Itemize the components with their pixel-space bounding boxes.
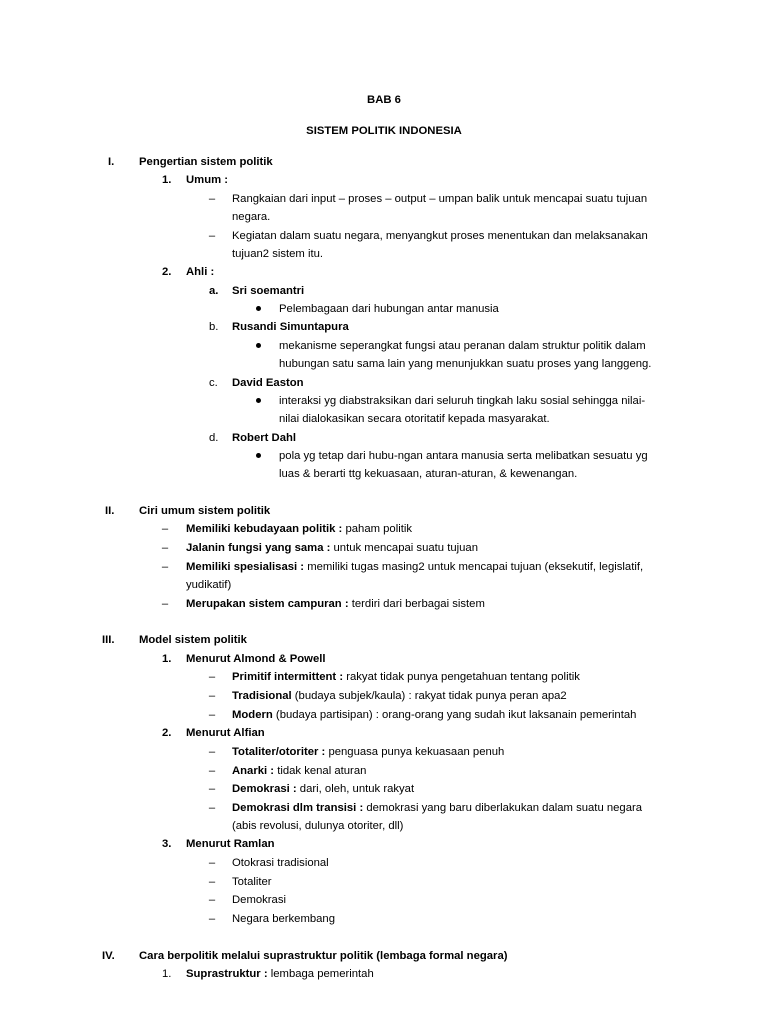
list-item: Kegiatan dalam suatu negara, menyangkut proses menentukan dan melaksanakan [232, 230, 648, 242]
dash-bullet: – [161, 542, 169, 554]
expert-definition: mekanisme seperangkat fungsi atau peranan dalam struktur politik dalam [279, 340, 646, 352]
dash-bullet: – [161, 561, 169, 573]
list-item-term: Totaliter/otoriter : [232, 746, 326, 758]
expert-definition: Pelembagaan dari hubungan antar manusia [279, 303, 499, 315]
chapter-title: BAB 6 [367, 94, 401, 106]
dash-bullet: – [208, 746, 216, 758]
list-item-continued: (abis revolusi, dulunya otoriter, dll) [232, 820, 404, 832]
list-item-continued: yudikatif) [186, 579, 232, 591]
model-number: 1. [162, 653, 172, 665]
dash-bullet: – [208, 802, 216, 814]
list-item-term: Demokrasi : [232, 783, 297, 795]
list-item-term: Modern [232, 709, 273, 721]
expert-name: Rusandi Simuntapura [232, 321, 349, 333]
list-item: Demokrasi [232, 894, 286, 906]
list-item [232, 764, 366, 778]
dash-bullet: – [161, 523, 169, 535]
expert-definition-continued: luas & berarti ttg kekuasaan, aturan-aturan, & kewenangan. [279, 468, 578, 480]
ahli-label: Ahli : [186, 266, 215, 278]
dash-bullet: – [208, 857, 216, 869]
list-item-desc: penguasa punya kekuasaan penuh [325, 746, 505, 758]
section-2-heading: Ciri umum sistem politik [139, 505, 271, 517]
expert-name: Robert Dahl [232, 432, 297, 444]
list-item-term: Memiliki spesialisasi : [186, 561, 305, 573]
list-item-desc: rakyat tidak punya pengetahuan tentang politik [343, 671, 580, 683]
list-item: Rangkaian dari input – proses – output – umpan balik untuk mencapai suatu tujuan [232, 193, 648, 205]
list-item-desc: untuk mencapai suatu tujuan [330, 542, 478, 554]
list-item: Otokrasi tradisional [232, 857, 329, 869]
section-3-number: III. [102, 634, 115, 646]
list-item-desc: dari, oleh, untuk rakyat [296, 783, 415, 795]
list-item-desc: terdiri dari berbagai sistem [348, 598, 485, 610]
list-item-term: Anarki : [232, 765, 275, 777]
bullet-dot [256, 453, 261, 458]
list-item [232, 745, 504, 759]
model-number: 3. [162, 838, 172, 850]
list-item [186, 597, 485, 611]
dash-bullet: – [161, 598, 169, 610]
expert-letter: b. [209, 321, 219, 333]
expert-definition: pola yg tetap dari hubu-ngan antara manusia serta melibatkan sesuatu yg [279, 450, 648, 462]
list-item-term: Merupakan sistem campuran : [186, 598, 349, 610]
expert-name: David Easton [232, 377, 304, 389]
list-item-desc: (budaya partisipan) : orang-orang yang sudah ikut laksanain pemerintah [272, 709, 637, 721]
model-label: Menurut Ramlan [186, 838, 275, 850]
section-1-number: I. [108, 156, 115, 168]
expert-definition-continued: nilai dialokasikan secara otoritatif kepada masyarakat. [279, 413, 550, 425]
list-item: Negara berkembang [232, 913, 335, 925]
expert-letter: a. [209, 285, 219, 297]
list-item-term: Primitif intermittent : [232, 671, 344, 683]
model-label: Menurut Almond & Powell [186, 653, 326, 665]
section-3-heading: Model sistem politik [139, 634, 247, 646]
expert-name: Sri soemantri [232, 285, 305, 297]
umum-label: Umum : [186, 174, 229, 186]
dash-bullet: – [208, 765, 216, 777]
expert-definition: interaksi yg diabstraksikan dari seluruh tingkah laku sosial sehingga nilai- [279, 395, 646, 407]
model-number: 2. [162, 727, 172, 739]
list-item-desc: tidak kenal aturan [274, 765, 367, 777]
list-item-continued: tujuan2 sistem itu. [232, 248, 324, 260]
dash-bullet: – [208, 876, 216, 888]
list-item [232, 782, 414, 796]
list-item-desc: memiliki tugas masing2 untuk mencapai tujuan (eksekutif, legislatif, [304, 561, 644, 573]
section-2-number: II. [105, 505, 115, 517]
expert-definition-continued: hubungan satu sama lain yang menunjukkan suatu proses yang langgeng. [279, 358, 652, 370]
dash-bullet: – [208, 193, 216, 205]
item-number: 1. [162, 968, 172, 980]
chapter-subtitle: SISTEM POLITIK INDONESIA [306, 125, 462, 137]
list-item-term: Jalanin fungsi yang sama : [186, 542, 331, 554]
list-item [186, 541, 478, 555]
list-item-term: Suprastruktur : [186, 968, 268, 980]
list-item-desc: paham politik [342, 523, 413, 535]
list-item [232, 801, 642, 815]
list-item: Totaliter [232, 876, 272, 888]
list-item [232, 689, 567, 703]
expert-letter: d. [209, 432, 219, 444]
section-1-heading: Pengertian sistem politik [139, 156, 273, 168]
expert-letter: c. [209, 377, 218, 389]
dash-bullet: – [208, 230, 216, 242]
dash-bullet: – [208, 913, 216, 925]
section-4-heading: Cara berpolitik melalui suprastruktur politik (lembaga formal negara) [139, 950, 508, 962]
list-item-term: Memiliki kebudayaan politik : [186, 523, 343, 535]
dash-bullet: – [208, 894, 216, 906]
umum-number: 1. [162, 174, 172, 186]
bullet-dot [256, 398, 261, 403]
dash-bullet: – [208, 671, 216, 683]
list-item-desc: lembaga pemerintah [267, 968, 374, 980]
list-item-continued: negara. [232, 211, 271, 223]
list-item [232, 670, 580, 684]
section-4-number: IV. [102, 950, 115, 962]
list-item [232, 708, 636, 722]
model-label: Menurut Alfian [186, 727, 265, 739]
list-item-term: Demokrasi dlm transisi : [232, 802, 364, 814]
dash-bullet: – [208, 690, 216, 702]
list-item [186, 522, 412, 536]
ahli-number: 2. [162, 266, 172, 278]
list-item-term: Tradisional [232, 690, 292, 702]
list-item-desc: demokrasi yang baru diberlakukan dalam suatu negara [363, 802, 643, 814]
dash-bullet: – [208, 709, 216, 721]
list-item [186, 560, 643, 574]
list-item [186, 967, 374, 981]
bullet-dot [256, 306, 261, 311]
bullet-dot [256, 343, 261, 348]
dash-bullet: – [208, 783, 216, 795]
list-item-desc: (budaya subjek/kaula) : rakyat tidak punya peran apa2 [291, 690, 567, 702]
